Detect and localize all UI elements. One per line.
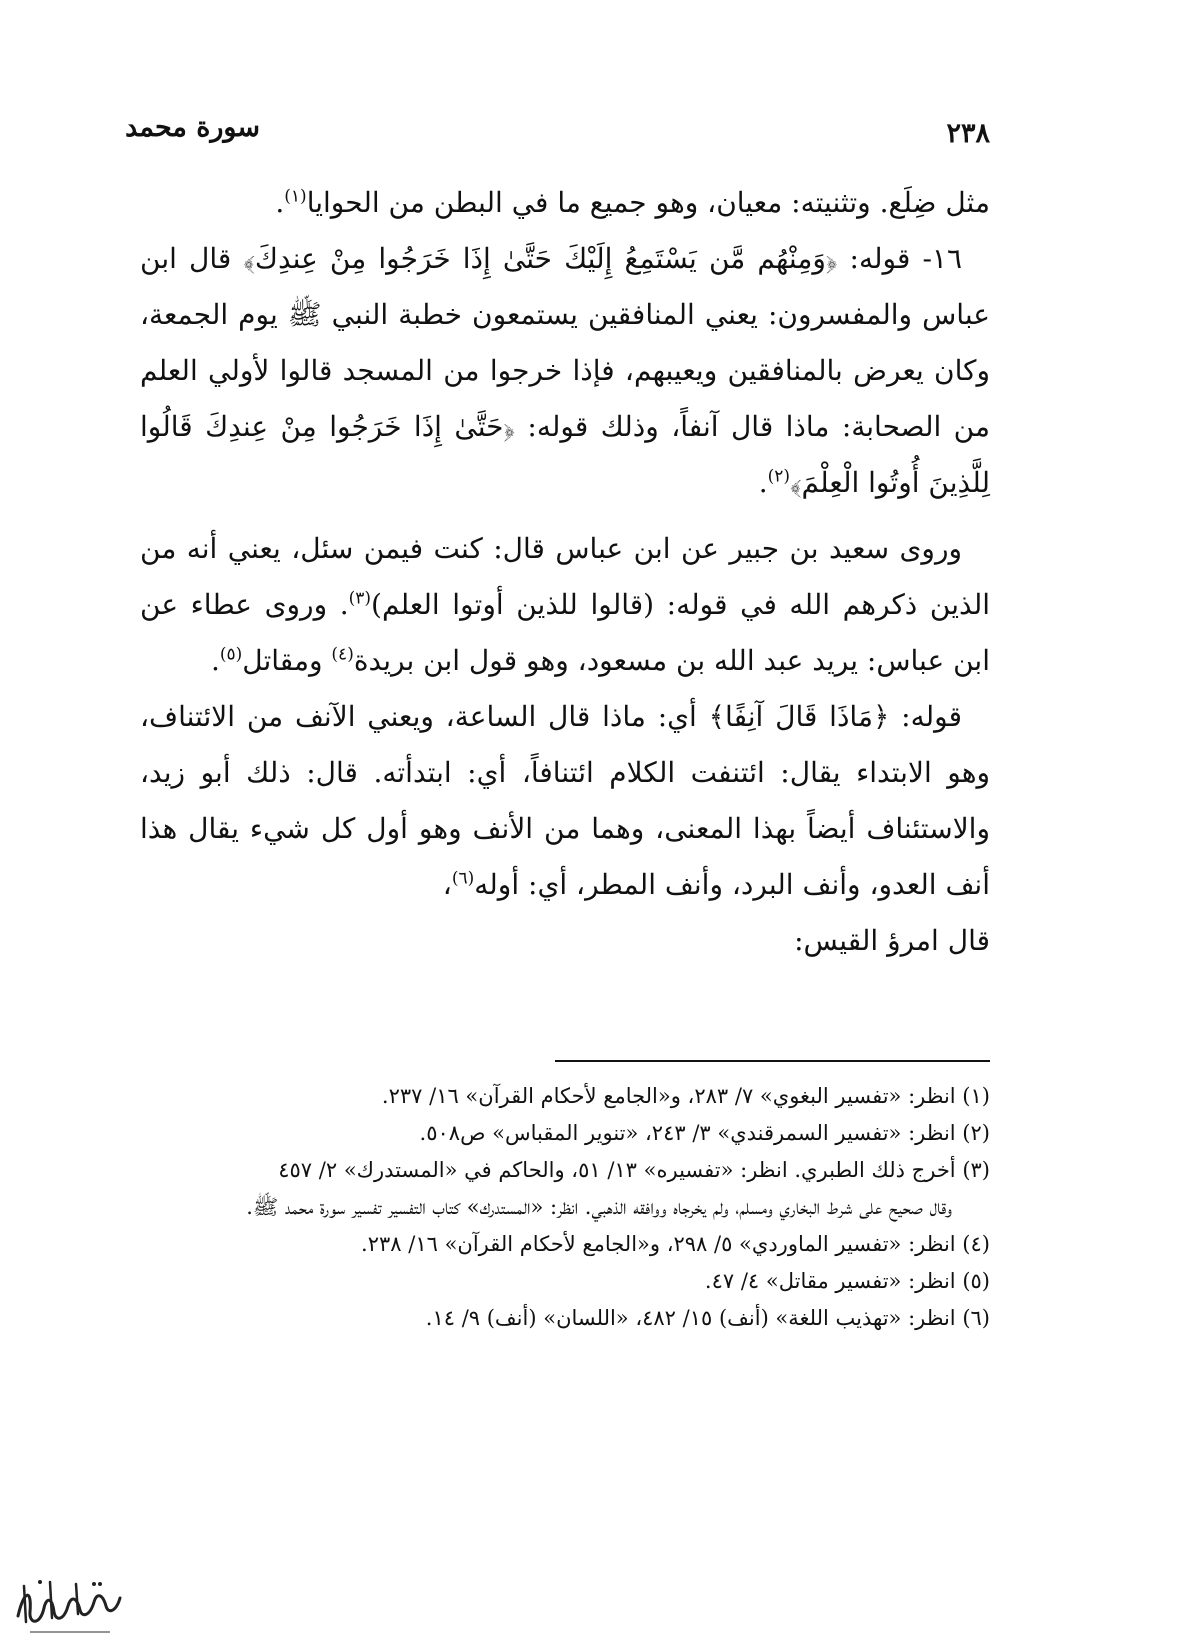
paragraph-3-text-b: . وروى عطاء عن ابن عباس: يريد عبد الله بن مسعود، وهو قول ابن بريدة	[140, 588, 990, 677]
paragraph-3: وروى سعيد بن جبير عن ابن عباس قال: كنت فيمن سئل، يعني أنه من الذين ذكرهم الله في قوله: (قالوا للذين أوتوا العلم)$^{(٣)}$. وروى عطاء عن ابن عباس: يريد عبد الله بن مسعود، وهو قول ابن بريدة$^{(٤)}$ ومقاتل$^{(٥)}$.	[140, 532, 991, 677]
footnote-ref-4[interactable]: (٤)	[331, 644, 354, 665]
paragraph-3-text-c: ومقاتل	[242, 644, 332, 677]
footnote-2: (٢) انظر: «تفسير السمرقندي» ٣/ ٢٤٣، «تنوير المقباس» ص٥٠٨.	[419, 1121, 990, 1145]
footnote-6: (٦) انظر: «تهذيب اللغة» (أنف) ١٥/ ٤٨٢، «اللسان» (أنف) ٩/ ١٤.	[425, 1306, 990, 1330]
quran-verse-3: ﴿مَاذَا قَالَ آنِفًا﴾	[708, 700, 890, 733]
main-text	[140, 175, 990, 969]
footnote-ref-6[interactable]: (٦)	[451, 868, 475, 889]
running-header-title: سورة محمد	[125, 112, 260, 143]
paragraph-2: ١٦- قوله: ﴿وَمِنْهُم مَّن يَسْتَمِعُ إِلَيْكَ حَتَّىٰ إِذَا خَرَجُوا مِنْ عِندِكَ﴾ قال ابن عباس والمفسرون: يعني المنافقين يستمعون خطبة النبي ﷺ يوم الجمعة، وكان يعرض بالمنافقين ويعيبهم، فإذا خرجوا من المسجد قالوا لأولي العلم من الصحابة: ماذا قال آنفاً، وذلك قوله: ﴿حَتَّىٰ إِذَا خَرَجُوا مِنْ عِندِكَ قَالُوا لِلَّذِينَ أُوتُوا الْعِلْمَ﴾$^{(٢)}$.	[140, 242, 990, 499]
paragraph-4-text: أي: ماذا قال الساعة، ويعني الآنف من الائتناف، وهو الابتداء يقال: ائتنفت الكلام ائتنافاً، أي: ابتدأته. قال: ذلك أبو زيد، والاستئناف أيضاً بهذا المعنى، وهما من الأنف وهو أول كل شيء يقال هذا أنف العدو، وأنف البرد، وأنف المطر، أي: أوله	[140, 700, 990, 901]
quran-verse: ﴿وَمِنْهُم مَّن يَسْتَمِعُ إِلَيْكَ حَتَّىٰ إِذَا خَرَجُوا مِنْ عِندِكَ﴾	[243, 242, 838, 275]
entry-label-2: قوله:	[889, 700, 963, 733]
paragraph-4: قوله: ﴿مَاذَا قَالَ آنِفًا﴾ أي: ماذا قال الساعة، ويعني الآنف من الائتناف، وهو الابتداء يقال: ائتنفت الكلام ائتنافاً، أي: ابتدأته. قال: ذلك أبو زيد، والاستئناف أيضاً بهذا المعنى، وهما من الأنف وهو أول كل شيء يقال هذا أنف العدو، وأنف البرد، وأنف المطر، أي: أوله$^{(٦)}$،	[140, 700, 990, 901]
paragraph-1: مثل ضِلَع. وتثنيته: معيان، وهو جميع ما في البطن من الحوايا$^{(١)}$.	[275, 186, 990, 219]
footnote-3-continuation: وقال صحيح على شرط البخاري ومسلم، ولم يخرجاه ووافقه الذهبي. انظر: «المستدرك» كتاب التفسير تفسير سورة محمد ﷺ.	[246, 1195, 952, 1219]
entry-label: ١٦- قوله:	[837, 242, 962, 275]
footnote-ref-2[interactable]: (٢)	[767, 466, 791, 487]
paragraph-2-text: قال ابن عباس والمفسرون: يعني المنافقين يستمعون خطبة النبي ﷺ يوم الجمعة، وكان يعرض بالمنافقين ويعيبهم، فإذا خرجوا من المسجد قالوا لأولي العلم من الصحابة: ماذا قال آنفاً، وذلك قوله:	[140, 242, 990, 443]
page-number: ٢٣٨	[946, 118, 990, 149]
publisher-logo	[10, 1572, 128, 1640]
footnote-ref-1[interactable]: (١)	[284, 186, 307, 207]
footnotes	[140, 1078, 990, 1337]
footnote-5: (٥) انظر: «تفسير مقاتل» ٤/ ٤٧.	[704, 1269, 990, 1293]
footnote-3: (٣) أخرج ذلك الطبري. انظر: «تفسيره» ١٣/ ٥١، والحاكم في «المستدرك» ٢/ ٤٥٧	[278, 1158, 990, 1182]
paragraph-1-text: مثل ضِلَع. وتثنيته: معيان، وهو جميع ما في البطن من الحوايا	[306, 186, 990, 219]
quran-verse-2: ﴿حَتَّىٰ إِذَا خَرَجُوا مِنْ عِندِكَ قَالُوا لِلَّذِينَ أُوتُوا الْعِلْمَ﴾	[140, 410, 990, 499]
footnote-4: (٤) انظر: «تفسير الماوردي» ٥/ ٢٩٨، و«الجامع لأحكام القرآن» ١٦/ ٢٣٨.	[361, 1232, 990, 1256]
footnote-ref-5[interactable]: (٥)	[219, 644, 243, 665]
paragraph-3-text-a: وروى سعيد بن جبير عن ابن عباس قال: كنت فيمن سئل، يعني أنه من الذين ذكرهم الله في قوله: (قالوا للذين أوتوا العلم)	[140, 532, 991, 621]
footnote-1: (١) انظر: «تفسير البغوي» ٧/ ٢٨٣، و«الجامع لأحكام القرآن» ١٦/ ٢٣٧.	[381, 1084, 990, 1108]
paragraph-5: قال امرؤ القيس:	[794, 924, 990, 957]
footnote-separator	[555, 1060, 990, 1062]
footnote-ref-3[interactable]: (٣)	[348, 588, 372, 609]
